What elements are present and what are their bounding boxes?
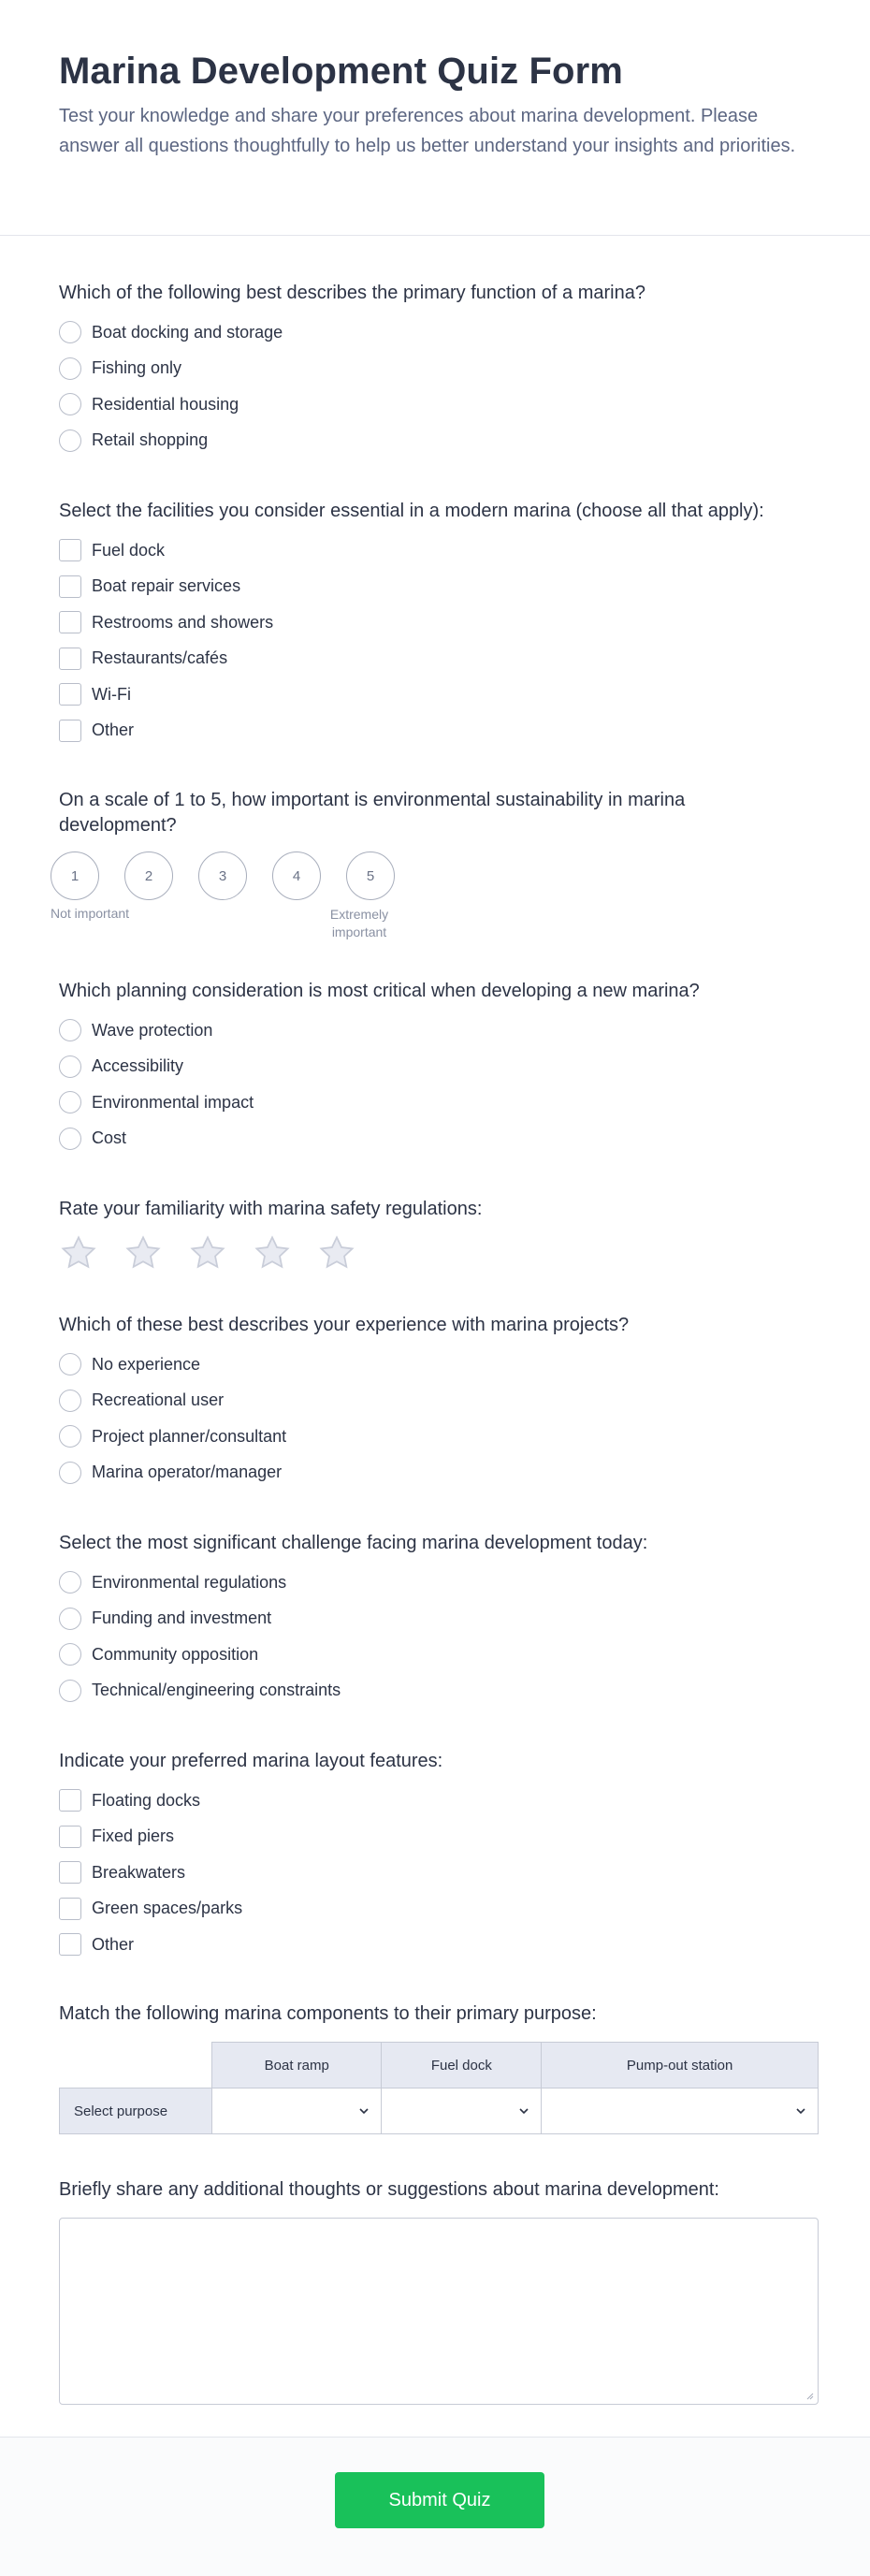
radio-option[interactable]: [59, 1346, 819, 1383]
radio-button[interactable]: [59, 429, 81, 452]
checkbox-option[interactable]: [59, 1819, 819, 1856]
radio-option[interactable]: [59, 1455, 819, 1492]
radio-option[interactable]: [59, 1383, 819, 1419]
star-icon[interactable]: [253, 1233, 292, 1273]
radio-option[interactable]: [59, 1049, 819, 1085]
option-label: Retail shopping: [92, 430, 209, 450]
option-label: Fuel dock: [92, 540, 166, 560]
radio-button[interactable]: [59, 1091, 81, 1113]
checkbox[interactable]: [59, 683, 81, 706]
radio-button[interactable]: [59, 393, 81, 415]
option-label: Boat docking and storage: [92, 322, 283, 342]
matrix-column-header: Fuel dock: [382, 2043, 542, 2088]
radio-option[interactable]: [59, 1121, 819, 1157]
option-label: Green spaces/parks: [92, 1899, 243, 1918]
radio-button[interactable]: [59, 357, 81, 380]
option-label: Restrooms and showers: [92, 612, 274, 632]
option-label: Fishing only: [92, 358, 182, 378]
purpose-select[interactable]: [382, 2088, 542, 2134]
option-label: Wave protection: [92, 1020, 213, 1040]
form-title: Marina Development Quiz Form: [59, 51, 623, 92]
question-label: Which of these best describes your experience with marina projects?: [59, 1315, 630, 1335]
checkbox-option[interactable]: [59, 713, 819, 750]
chevron-down-icon: [518, 2105, 529, 2117]
question-label: Indicate your preferred marina layout features:: [59, 1751, 443, 1771]
checkbox[interactable]: [59, 1861, 81, 1884]
scale-option-4[interactable]: 4: [272, 851, 321, 900]
matrix-corner: [60, 2043, 212, 2088]
radio-option[interactable]: [59, 1673, 819, 1710]
purpose-select[interactable]: [212, 2088, 382, 2134]
star-icon[interactable]: [317, 1233, 356, 1273]
checkbox[interactable]: [59, 720, 81, 742]
checkbox-option[interactable]: [59, 1855, 819, 1891]
radio-option[interactable]: [59, 386, 819, 423]
radio-button[interactable]: [59, 1055, 81, 1078]
question-label: Match the following marina components to their primary purpose:: [59, 2003, 597, 2024]
radio-option[interactable]: [59, 1637, 819, 1673]
form-header: [0, 0, 870, 236]
resize-grip-icon[interactable]: [805, 2391, 814, 2400]
option-label: Community opposition: [92, 1644, 259, 1664]
checkbox[interactable]: [59, 1933, 81, 1956]
radio-option[interactable]: [59, 1084, 819, 1121]
radio-button[interactable]: [59, 1353, 81, 1375]
radio-button[interactable]: [59, 1462, 81, 1484]
checkbox[interactable]: [59, 1789, 81, 1812]
question-experience: [59, 1313, 819, 1491]
matrix-table: [59, 2042, 819, 2134]
option-label: Other: [92, 1934, 135, 1954]
form-footer: [0, 2437, 870, 2576]
option-label: No experience: [92, 1354, 201, 1374]
option-label: Accessibility: [92, 1056, 184, 1076]
option-label: Restaurants/cafés: [92, 648, 228, 668]
scale-option-2[interactable]: 2: [124, 851, 173, 900]
option-label: Environmental regulations: [92, 1572, 287, 1592]
matrix-column-header: Pump-out station: [542, 2043, 819, 2088]
option-label: Boat repair services: [92, 576, 241, 596]
question-label: Rate your familiarity with marina safety regulations:: [59, 1199, 483, 1219]
question-label: Briefly share any additional thoughts or suggestions about marina development:: [59, 2179, 719, 2200]
scale-option-5[interactable]: 5: [346, 851, 395, 900]
scale-option-1[interactable]: 1: [51, 851, 99, 900]
question-planning-consideration: [59, 979, 819, 1157]
checkbox[interactable]: [59, 575, 81, 598]
checkbox-option[interactable]: [59, 1891, 819, 1928]
radio-button[interactable]: [59, 1608, 81, 1630]
checkbox-option[interactable]: [59, 641, 819, 677]
question-primary-function: [59, 281, 819, 458]
radio-option[interactable]: [59, 423, 819, 459]
radio-button[interactable]: [59, 1643, 81, 1666]
option-label: Cost: [92, 1128, 127, 1148]
option-label: Technical/engineering constraints: [92, 1681, 341, 1700]
checkbox[interactable]: [59, 648, 81, 670]
checkbox[interactable]: [59, 1826, 81, 1848]
question-matching-matrix: [59, 2001, 819, 2134]
question-sustainability-scale: [51, 788, 819, 939]
option-label: Environmental impact: [92, 1092, 254, 1112]
scale-option-3[interactable]: 3: [198, 851, 247, 900]
option-label: Residential housing: [92, 394, 239, 414]
radio-button[interactable]: [59, 1019, 81, 1041]
star-icon[interactable]: [59, 1233, 98, 1273]
checkbox-option[interactable]: [59, 569, 819, 605]
thoughts-textarea[interactable]: [59, 2218, 819, 2405]
option-label: Marina operator/manager: [92, 1463, 283, 1482]
scale-max-label: Extremely important: [329, 907, 389, 939]
question-label: Which of the following best describes the primary function of a marina?: [59, 283, 645, 303]
radio-option[interactable]: [59, 1419, 819, 1455]
checkbox-option[interactable]: [59, 677, 819, 713]
option-label: Breakwaters: [92, 1862, 186, 1882]
option-label: Funding and investment: [92, 1608, 272, 1628]
question-label: Select the facilities you consider essential in a modern marina (choose all that apply):: [59, 501, 764, 521]
matrix-row-header: Select purpose: [60, 2088, 212, 2134]
option-label: Floating docks: [92, 1790, 201, 1810]
checkbox-option[interactable]: [59, 604, 819, 641]
radio-button[interactable]: [59, 1128, 81, 1150]
radio-option[interactable]: [59, 314, 819, 351]
question-label: Which planning consideration is most critical when developing a new marina?: [59, 981, 700, 1001]
option-label: Wi-Fi: [92, 684, 131, 704]
question-essential-facilities: [59, 499, 819, 749]
option-label: Other: [92, 720, 135, 740]
radio-button[interactable]: [59, 1390, 81, 1412]
option-label: Project planner/consultant: [92, 1426, 287, 1446]
option-label: Fixed piers: [92, 1826, 175, 1846]
radio-option[interactable]: [59, 1565, 819, 1601]
radio-option[interactable]: [59, 1601, 819, 1637]
checkbox-option[interactable]: [59, 1927, 819, 1963]
matrix-column-header: Boat ramp: [212, 2043, 382, 2088]
radio-button[interactable]: [59, 1571, 81, 1594]
question-safety-familiarity: [59, 1197, 819, 1273]
checkbox-option[interactable]: [59, 532, 819, 569]
question-additional-thoughts: [59, 2177, 819, 2405]
checkbox[interactable]: [59, 611, 81, 633]
star-icon[interactable]: [188, 1233, 227, 1273]
question-challenge: [59, 1531, 819, 1709]
radio-button[interactable]: [59, 1680, 81, 1702]
star-rating: [59, 1233, 819, 1273]
checkbox[interactable]: [59, 1898, 81, 1920]
question-label: Select the most significant challenge facing marina development today:: [59, 1533, 648, 1553]
radio-option[interactable]: [59, 351, 819, 387]
option-label: Recreational user: [92, 1390, 225, 1410]
checkbox-option[interactable]: [59, 1783, 819, 1819]
form-description: Test your knowledge and share your preferences about marina development. Please answer all questions thoughtfully to help us better understand your insights and priorities.: [59, 106, 796, 156]
radio-button[interactable]: [59, 321, 81, 343]
scale-min-label: Not important: [51, 906, 130, 921]
star-icon[interactable]: [123, 1233, 163, 1273]
checkbox[interactable]: [59, 539, 81, 561]
submit-button[interactable]: Submit Quiz: [335, 2472, 544, 2528]
chevron-down-icon: [795, 2105, 806, 2117]
question-layout-features: [59, 1749, 819, 1963]
radio-button[interactable]: [59, 1425, 81, 1448]
radio-option[interactable]: [59, 1012, 819, 1049]
scale-rating: [51, 851, 819, 900]
purpose-select[interactable]: [542, 2088, 819, 2134]
question-label: On a scale of 1 to 5, how important is environmental sustainability in marina development?: [59, 790, 686, 836]
chevron-down-icon: [358, 2105, 370, 2117]
